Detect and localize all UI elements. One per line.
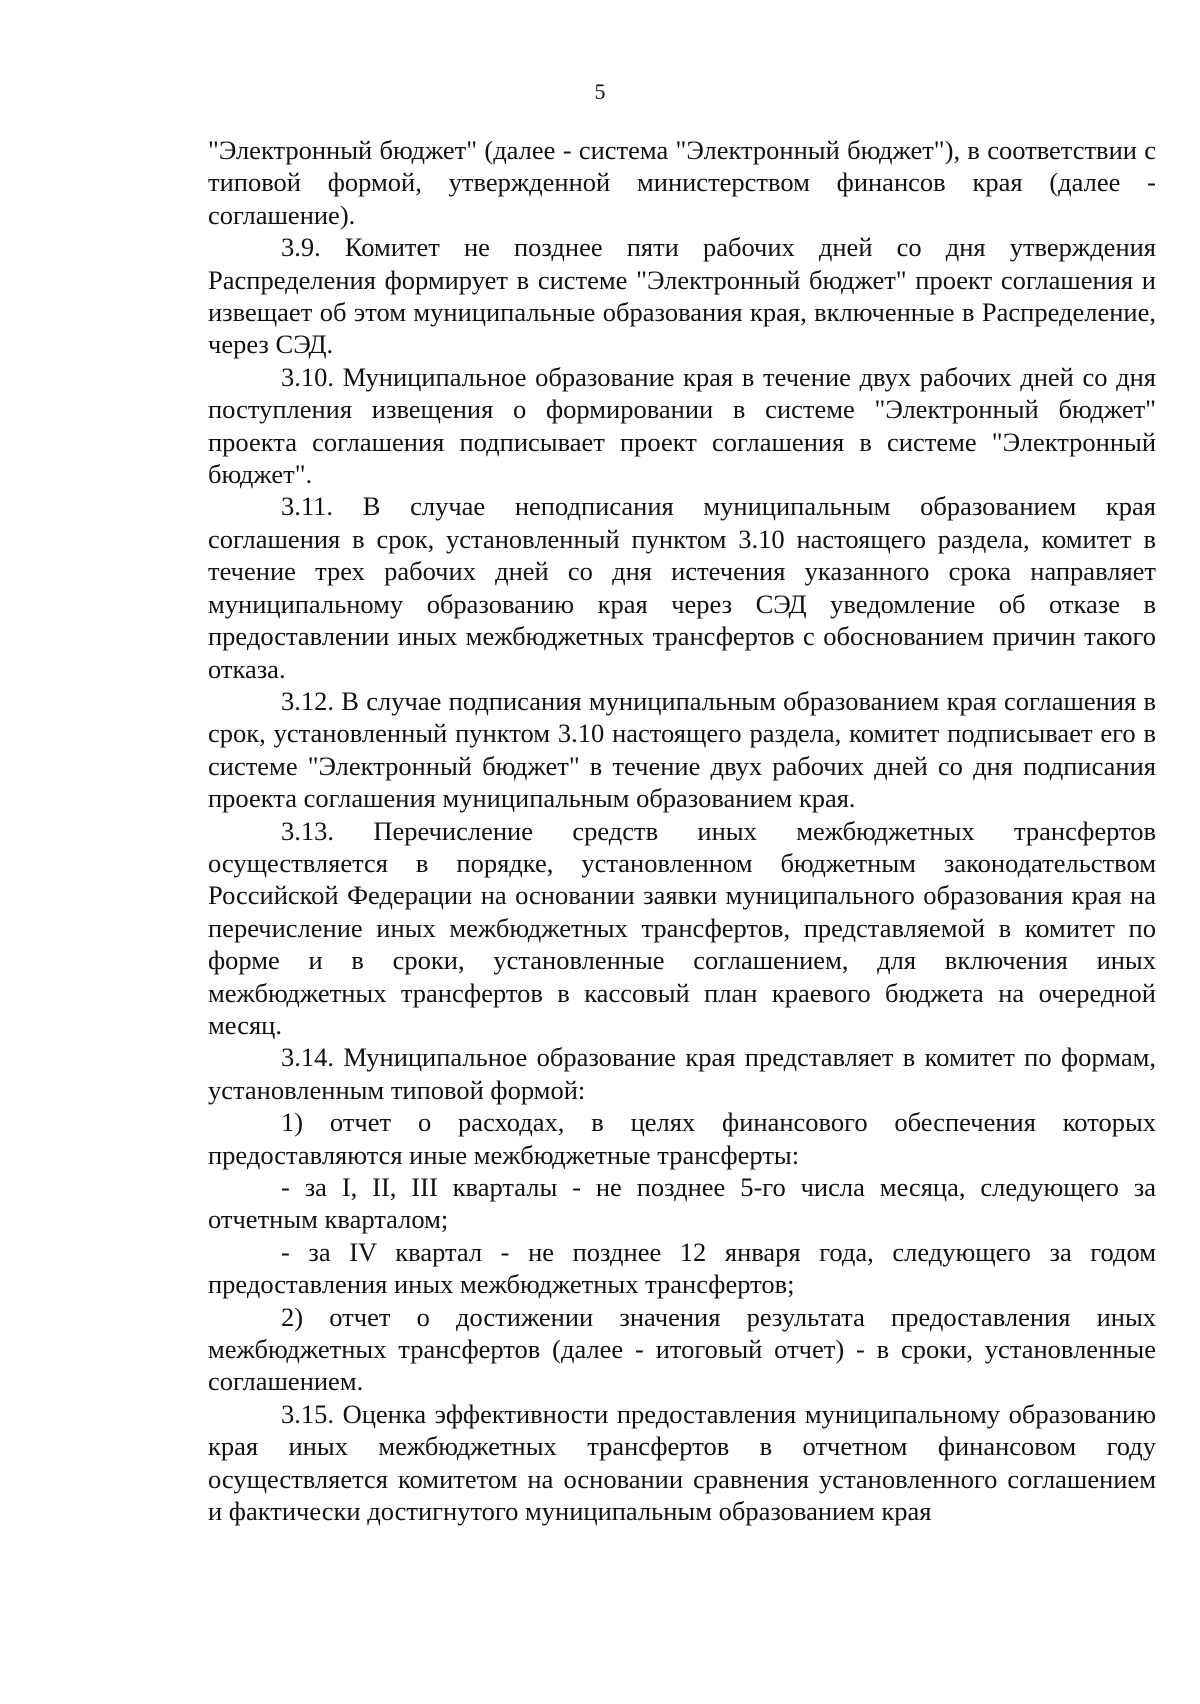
document-body xyxy=(208,134,1156,1527)
paragraph-3-9: 3.9. Комитет не позднее пяти рабочих дней со дня утверждения Распределения формирует в системе "Электронный бюджет" проект соглашения и извещает об этом муниципальные образования края, включенные в Распределение, через СЭД. xyxy=(208,232,1156,360)
paragraph-3-14: 3.14. Муниципальное образование края представляет в комитет по формам, установленным типовой формой: xyxy=(208,1042,1156,1105)
list-item-2: 2) отчет о достижении значения результата предоставления иных межбюджетных трансфертов (далее - итоговый отчет) - в сроки, установленные соглашением. xyxy=(208,1301,1156,1397)
list-subitem-quarters: - за I, II, III кварталы - не позднее 5-го числа месяца, следующего за отчетным кварталом; xyxy=(208,1172,1156,1235)
list-subitem-q4: - за IV квартал - не позднее 12 января года, следующего за годом предоставления иных межбюджетных трансфертов; xyxy=(208,1236,1156,1300)
paragraph-3-11: 3.11. В случае неподписания муниципальным образованием края соглашения в срок, установленный пунктом 3.10 настоящего раздела, комитет в течение трех рабочих дней со дня истечения указанного срока направляет муниципальному образованию края через СЭД уведомление об отказе в предоставлении иных межбюджетных трансфертов с обоснованием причин такого отказа. xyxy=(208,491,1156,684)
paragraph-3-10: 3.10. Муниципальное образование края в течение двух рабочих дней со дня поступления извещения о формировании в системе "Электронный бюджет" проекта соглашения подписывает проект соглашения в системе "Электронный бюджет". xyxy=(208,361,1156,490)
paragraph-3-12: 3.12. В случае подписания муниципальным образованием края соглашения в срок, установленный пунктом 3.10 настоящего раздела, комитет подписывает его в системе "Электронный бюджет" в течение двух рабочих дней со дня подписания проекта соглашения муниципальным образованием края. xyxy=(208,685,1156,814)
paragraph-3-13: 3.13. Перечисление средств иных межбюджетных трансфертов осуществляется в порядке, установленном бюджетным законодательством Российской Федерации на основании заявки муниципального образования края на перечисление иных межбюджетных трансфертов, представляемой в комитет по форме и в сроки, установленные соглашением, для включения иных межбюджетных трансфертов в кассовый план краевого бюджета на очередной месяц. xyxy=(208,815,1156,1040)
list-item-1: 1) отчет о расходах, в целях финансового обеспечения которых предоставляются иные межбюджетные трансферты: xyxy=(208,1107,1156,1170)
paragraph-3-15: 3.15. Оценка эффективности предоставления муниципальному образованию края иных межбюджетных трансфертов в отчетном финансовом году осуществляется комитетом на основании сравнения установленного соглашением и фактически достигнутого муниципальным образованием края xyxy=(208,1398,1156,1527)
paragraph-continuation: "Электронный бюджет" (далее - система "Электронный бюджет"), в соответствии с типовой формой, утвержденной министерством финансов края (далее - соглашение). xyxy=(208,135,1156,230)
page-number: 5 xyxy=(594,79,606,104)
